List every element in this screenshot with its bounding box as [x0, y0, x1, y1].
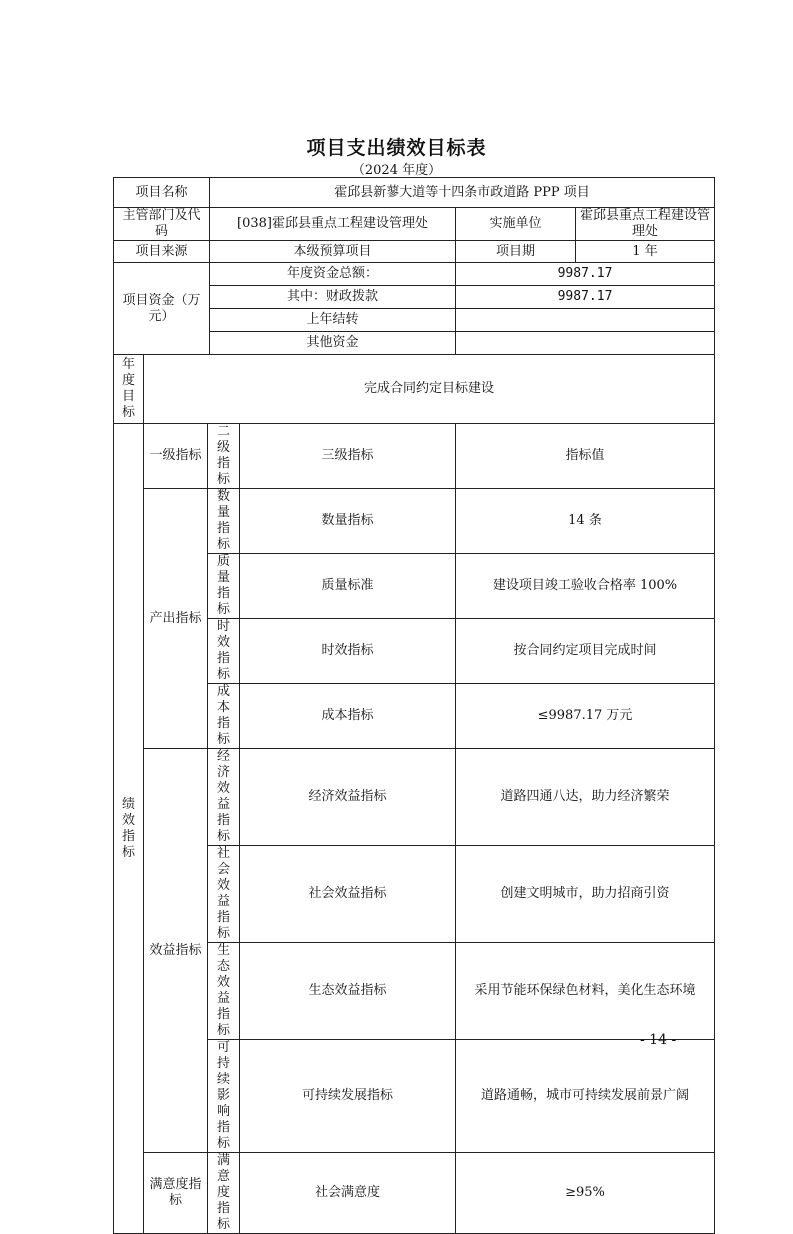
- satisfaction-label: 满意度指标: [144, 1153, 208, 1234]
- level3-cell: 数量指标: [240, 489, 456, 554]
- indicator-value: 建设项目竣工验收合格率 100%: [456, 554, 715, 619]
- indicator-value: 创建文明城市，助力招商引资: [456, 846, 715, 943]
- indicators-label: 绩效指标: [114, 424, 144, 1234]
- indicator-value: ≥95%: [456, 1153, 715, 1234]
- level2-cell: 可持续影响指标: [208, 1040, 240, 1153]
- funds-row-label: 上年结转: [210, 309, 456, 332]
- level3-cell: 生态效益指标: [240, 943, 456, 1040]
- indicator-value: 道路通畅，城市可持续发展前景广阔: [456, 1040, 715, 1153]
- annual-goal-text: 完成合同约定目标建设: [144, 355, 715, 424]
- level3-cell: 社会满意度: [240, 1153, 456, 1234]
- col-level3-header: 三级指标: [240, 424, 456, 489]
- dept-label: 主管部门及代码: [114, 208, 210, 241]
- level2-cell: 满意度指标: [208, 1153, 240, 1234]
- funds-label: 项目资金（万元）: [114, 263, 210, 355]
- funds-row-value: [456, 309, 715, 332]
- col-value-header: 指标值: [456, 424, 715, 489]
- level3-cell: 时效指标: [240, 619, 456, 684]
- level2-cell: 时效指标: [208, 619, 240, 684]
- level3-cell: 社会效益指标: [240, 846, 456, 943]
- benefit-label: 效益指标: [144, 749, 208, 1153]
- level2-cell: 成本指标: [208, 684, 240, 749]
- funds-row-label: 其中：财政拨款: [210, 286, 456, 309]
- level2-cell: 数量指标: [208, 489, 240, 554]
- indicator-value: 14 条: [456, 489, 715, 554]
- level2-cell: 质量指标: [208, 554, 240, 619]
- level3-cell: 质量标准: [240, 554, 456, 619]
- funds-row-value: 9987.17: [456, 286, 715, 309]
- project-name-value: 霍邱县新蓼大道等十四条市政道路 PPP 项目: [210, 178, 715, 208]
- page-title: 项目支出绩效目标表: [306, 137, 487, 159]
- indicator-value: 按合同约定项目完成时间: [456, 619, 715, 684]
- col-level1-header: 一级指标: [144, 424, 208, 489]
- level2-cell: 经济效益指标: [208, 749, 240, 846]
- col-level2-header: 二级指标: [208, 424, 240, 489]
- funds-row-value: [456, 332, 715, 355]
- funds-row-label: 其他资金: [210, 332, 456, 355]
- level3-cell: 可持续发展指标: [240, 1040, 456, 1153]
- level3-cell: 经济效益指标: [240, 749, 456, 846]
- level2-cell: 社会效益指标: [208, 846, 240, 943]
- page-number: - 14 -: [640, 1032, 677, 1048]
- period-value: 1 年: [576, 241, 715, 263]
- level2-cell: 生态效益指标: [208, 943, 240, 1040]
- source-value: 本级预算项目: [210, 241, 456, 263]
- indicator-value: ≤9987.17 万元: [456, 684, 715, 749]
- project-name-label: 项目名称: [114, 178, 210, 208]
- annual-goal-label: 年度目标: [114, 355, 144, 424]
- source-label: 项目来源: [114, 241, 210, 263]
- funds-row-label: 年度资金总额：: [210, 263, 456, 286]
- indicator-value: 采用节能环保绿色材料，美化生态环境: [456, 943, 715, 1040]
- performance-table: [113, 177, 715, 1234]
- impl-label: 实施单位: [456, 208, 576, 241]
- indicator-value: 道路四通八达，助力经济繁荣: [456, 749, 715, 846]
- dept-value: [038]霍邱县重点工程建设管理处: [210, 208, 456, 241]
- level3-cell: 成本指标: [240, 684, 456, 749]
- funds-row-value: 9987.17: [456, 263, 715, 286]
- period-label: 项目期: [456, 241, 576, 263]
- page-subtitle: （2024 年度）: [351, 163, 442, 178]
- output-label: 产出指标: [144, 489, 208, 749]
- impl-value: 霍邱县重点工程建设管理处: [576, 208, 715, 241]
